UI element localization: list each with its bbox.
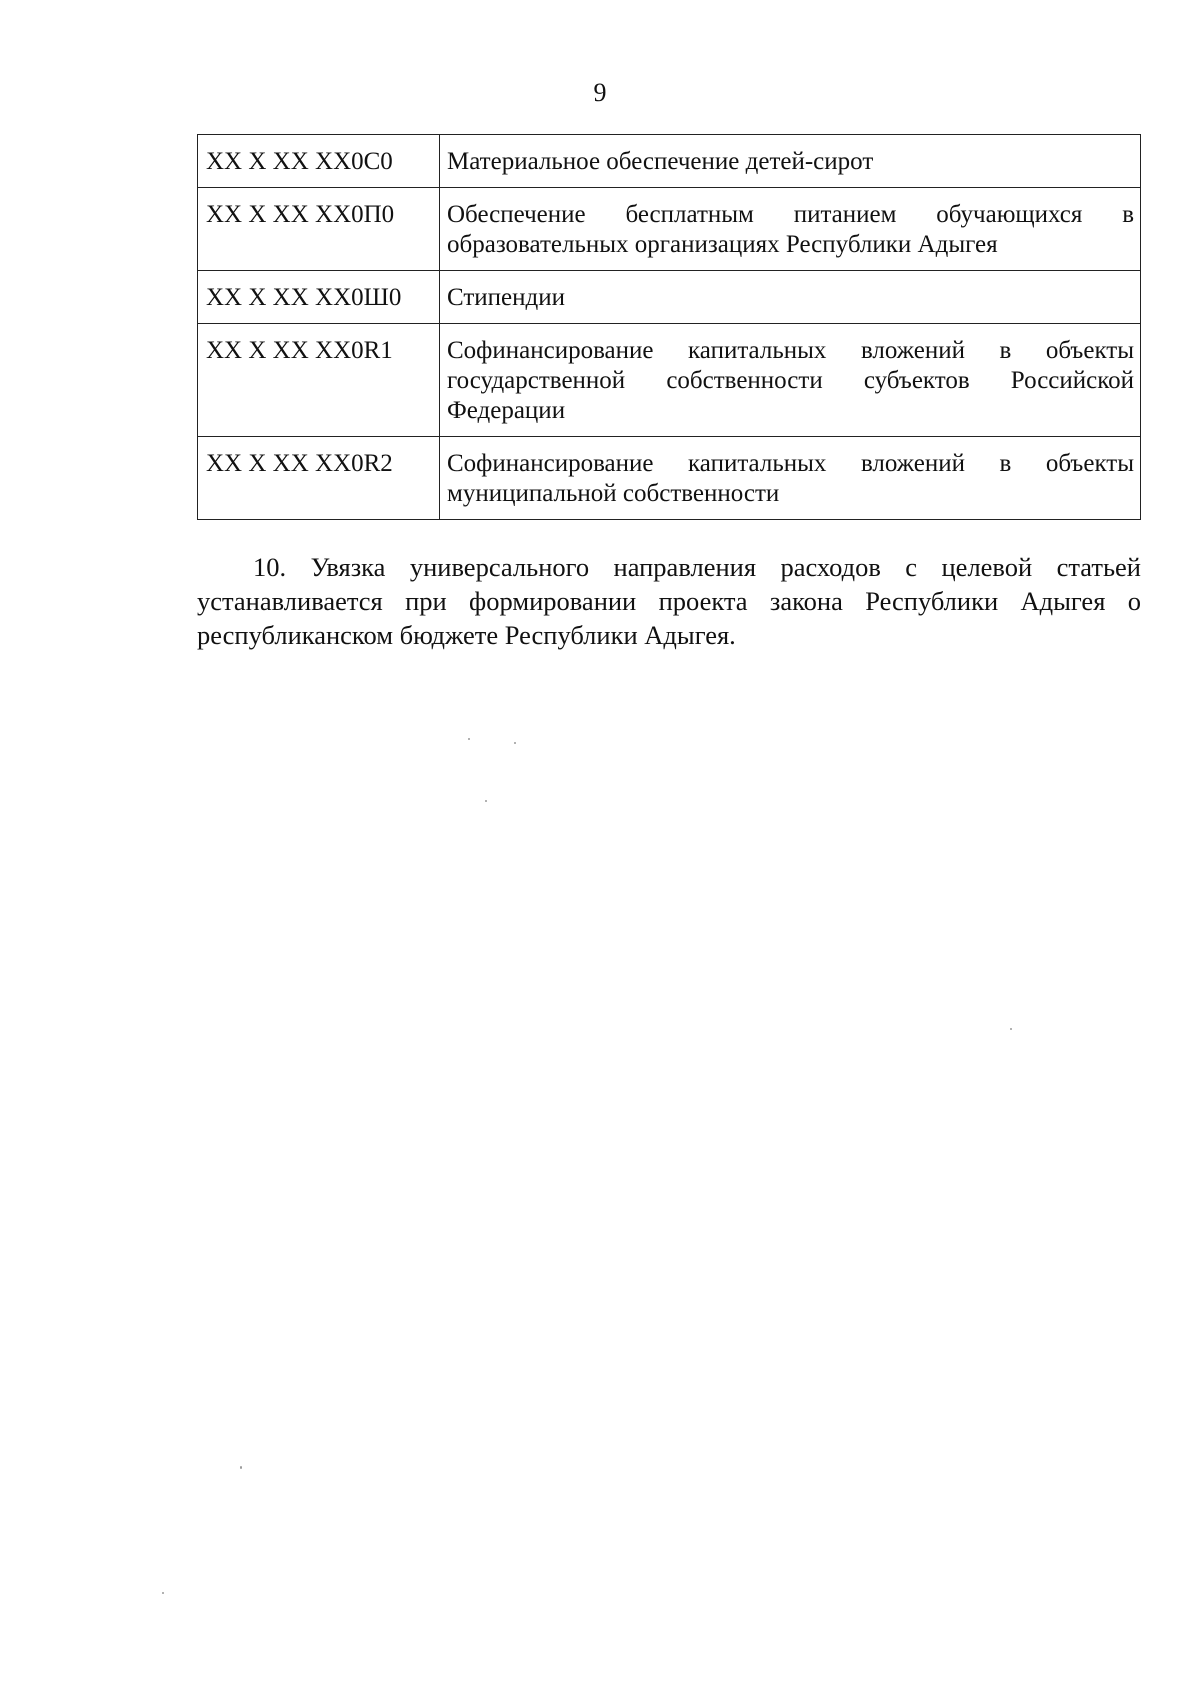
- description-cell: Материальное обеспечение детей-сирот: [440, 135, 1141, 188]
- target-article-codes-table: [197, 134, 1141, 520]
- description-cell: Софинансирование капитальных вложений в объекты государственной собственности субъектов Российской Федерации: [440, 324, 1141, 437]
- scan-speck: [162, 1592, 164, 1594]
- description-cell: Софинансирование капитальных вложений в объекты муниципальной собственности: [440, 437, 1141, 520]
- code-cell: XX X XX XX0Ш0: [198, 271, 440, 324]
- code-cell: XX X XX XX0C0: [198, 135, 440, 188]
- table-row: [198, 324, 1141, 437]
- description-cell: Стипендии: [440, 271, 1141, 324]
- scan-speck: [514, 742, 516, 744]
- code-cell: XX X XX XX0П0: [198, 188, 440, 271]
- table-row: [198, 135, 1141, 188]
- scan-speck: [240, 1466, 242, 1469]
- code-cell: XX X XX XX0R1: [198, 324, 440, 437]
- scan-speck: [468, 738, 470, 740]
- scan-speck: [485, 800, 487, 802]
- code-cell: XX X XX XX0R2: [198, 437, 440, 520]
- scan-speck: [1010, 1028, 1012, 1030]
- page-number: 9: [593, 78, 607, 107]
- table-row: [198, 271, 1141, 324]
- table-row: [198, 437, 1141, 520]
- table-row: [198, 188, 1141, 271]
- description-cell: Обеспечение бесплатным питанием обучающихся в образовательных организациях Республики Адыгея: [440, 188, 1141, 271]
- paragraph-10: 10. Увязка универсального направления расходов с целевой статьей устанавливается при формировании проекта закона Республики Адыгея о республиканском бюджете Республики Адыгея.: [197, 552, 1141, 650]
